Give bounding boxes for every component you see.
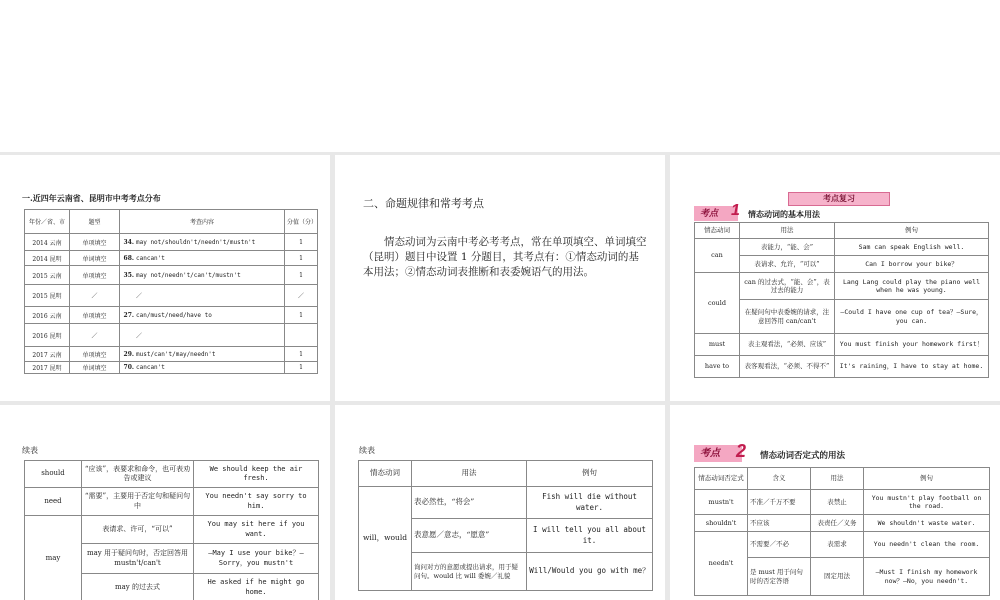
- col-header-score: 分值（分）: [285, 210, 318, 234]
- table-row: [25, 266, 318, 285]
- example-cell: We shouldn't waste water.: [864, 515, 990, 532]
- year-cell: 2016 云南: [25, 307, 70, 324]
- table-row: [25, 251, 318, 266]
- type-cell: 单项填空: [70, 347, 120, 362]
- content-cell: ／: [134, 285, 285, 307]
- example-cell: Lang Lang could play the piano well when he was young.: [835, 273, 989, 300]
- table-row: [25, 234, 318, 251]
- example-cell: We should keep the air fresh.: [194, 461, 319, 488]
- year-cell: 2015 云南: [25, 266, 70, 285]
- score-cell: 1: [285, 307, 318, 324]
- col-header-usage: 用法: [412, 461, 527, 487]
- review-banner: [788, 192, 890, 206]
- example-cell: You needn't say sorry to him.: [194, 488, 319, 516]
- review-banner-text: 考点复习: [823, 194, 855, 203]
- meaning-cell: 不准／千万不要: [748, 490, 811, 515]
- badge-label: 考点: [700, 448, 720, 459]
- item-number-cell: 29.: [120, 347, 135, 362]
- type-cell: ／: [70, 324, 120, 347]
- slide-body: 情态动词为云南中考必考考点，常在单项填空、单词填空（昆明）题目中设置 1 分题目，其考点有：①情态动词的基本用法；②情态动词表推断和表委婉语气的用法。: [363, 236, 647, 278]
- col-header-example: 例句: [835, 223, 989, 239]
- type-cell: 单项填空: [70, 307, 120, 324]
- slide-title: 二、命题规律和常考考点: [363, 197, 484, 210]
- meaning-cell: 是 must 用于问句时的否定答语: [748, 558, 811, 596]
- item-number-cell: 34.: [120, 234, 135, 251]
- usage-cell: 表主观看法，“必须、应该”: [740, 334, 835, 356]
- verb-cell: will，would: [359, 487, 412, 591]
- example-cell: I will tell you all about it.: [527, 519, 653, 553]
- score-cell: 1: [285, 347, 318, 362]
- verb-cell: should: [25, 461, 82, 488]
- meaning-cell: 不应该: [748, 515, 811, 532]
- example-cell: You mustn't play football on the road.: [864, 490, 990, 515]
- usage-cell: 固定用法: [811, 558, 864, 596]
- example-cell: You may sit here if you want.: [194, 516, 319, 544]
- example-cell: It's raining，I have to stay at home.: [835, 356, 989, 378]
- example-cell: You must finish your homework first！: [835, 334, 989, 356]
- example-cell: He asked if he might go home.: [194, 574, 319, 600]
- example-cell: Sam can speak English well.: [835, 239, 989, 256]
- type-cell: 单项填空: [70, 266, 120, 285]
- usage-cell: 表意愿／意志，“愿意”: [412, 519, 527, 553]
- badge-number: 1: [731, 202, 740, 219]
- item-number-cell: 68.: [120, 251, 135, 266]
- content-cell: can/must/need/have to: [134, 307, 285, 324]
- verb-cell: may: [25, 516, 82, 600]
- score-cell: 1: [285, 362, 318, 374]
- usage-cell: “应该”，表要求和命令，也可表劝告或建议: [82, 461, 194, 488]
- score-cell: 1: [285, 266, 318, 285]
- usage-cell: 表需求: [811, 532, 864, 558]
- usage-cell: 表责任／义务: [811, 515, 864, 532]
- verb-cell: need: [25, 488, 82, 516]
- score-cell: ／: [285, 285, 318, 307]
- item-number-cell: 35.: [120, 266, 135, 285]
- col-header-example: 例句: [527, 461, 653, 487]
- table-row: [25, 347, 318, 362]
- type-cell: 单词填空: [70, 362, 120, 374]
- slide-continued-table-1[interactable]: [0, 405, 330, 600]
- verb-cell: must: [695, 334, 740, 356]
- col-header-usage: 用法: [811, 468, 864, 490]
- slide-exam-distribution[interactable]: [0, 155, 330, 401]
- verb-cell: could: [695, 273, 740, 334]
- usage-cell: 在疑问句中表委婉的请求，注意回答用 can/can't: [740, 300, 835, 334]
- slide-negative-forms[interactable]: [670, 405, 1000, 600]
- table-row: [25, 307, 318, 324]
- usage-cell: 表能力，“能、会”: [740, 239, 835, 256]
- item-number-cell: 70.: [120, 362, 135, 374]
- section-title: 情态动词否定式的用法: [760, 450, 846, 460]
- col-header-verb: 情态动词否定式: [695, 468, 748, 490]
- example-cell: —May I use your bike？—Sorry，you mustn't: [194, 544, 319, 574]
- verb-cell: have to: [695, 356, 740, 378]
- col-header-meaning: 含义: [748, 468, 811, 490]
- item-number-cell: 27.: [120, 307, 135, 324]
- slide-exam-pattern[interactable]: [335, 155, 665, 401]
- content-cell: cancan't: [134, 251, 285, 266]
- slide-basic-usage[interactable]: [670, 155, 1000, 401]
- year-cell: 2015 昆明: [25, 285, 70, 307]
- example-cell: Fish will die without water.: [527, 487, 653, 519]
- content-cell: must/can't/may/needn't: [134, 347, 285, 362]
- negative-forms-table: [694, 467, 990, 596]
- slide-continued-table-2[interactable]: [335, 405, 665, 600]
- score-cell: [285, 324, 318, 347]
- type-cell: ／: [70, 285, 120, 307]
- col-header-type: 题型: [70, 210, 120, 234]
- verb-cell: shouldn't: [695, 515, 748, 532]
- year-cell: 2014 云南: [25, 234, 70, 251]
- continued-table: [24, 460, 319, 600]
- verb-cell: mustn't: [695, 490, 748, 515]
- year-cell: 2016 昆明: [25, 324, 70, 347]
- example-cell: Can I borrow your bike？: [835, 256, 989, 273]
- item-number-cell: [120, 324, 135, 347]
- badge-label: 考点: [700, 208, 719, 218]
- example-cell: —Could I have one cup of tea？—Sure，you can.: [835, 300, 989, 334]
- continued-label: 续表: [22, 446, 38, 455]
- badge-number: 2: [736, 441, 747, 461]
- meaning-cell: 不需要／不必: [748, 532, 811, 558]
- usage-cell: 表客观看法，“必须、不得不”: [740, 356, 835, 378]
- score-cell: 1: [285, 234, 318, 251]
- col-header-example: 例句: [864, 468, 990, 490]
- type-cell: 单项填空: [70, 234, 120, 251]
- content-cell: may not/shouldn't/needn't/mustn't: [134, 234, 285, 251]
- col-header-verb: 情态动词: [695, 223, 740, 239]
- type-cell: 单词填空: [70, 251, 120, 266]
- table-row: [25, 362, 318, 374]
- usage-cell: 表必然性，“将会”: [412, 487, 527, 519]
- content-cell: cancan't: [134, 362, 285, 374]
- year-cell: 2017 云南: [25, 347, 70, 362]
- usage-cell: may 用于疑问句时，否定回答用 mustn't/can't: [82, 544, 194, 574]
- col-header-usage: 用法: [740, 223, 835, 239]
- content-cell: ／: [134, 324, 285, 347]
- example-cell: Will/Would you go with me？: [527, 553, 653, 591]
- section-title: 情态动词的基本用法: [748, 210, 820, 219]
- example-cell: You needn't clean the room.: [864, 532, 990, 558]
- year-cell: 2014 昆明: [25, 251, 70, 266]
- will-would-table: [358, 460, 653, 591]
- usage-cell: 表请求、允许，“可以”: [740, 256, 835, 273]
- kaodian-badge: [694, 445, 742, 462]
- distribution-table: [24, 209, 318, 374]
- usage-cell: can 的过去式，“能、会”，表过去的能力: [740, 273, 835, 300]
- usage-cell: “需要”，主要用于否定句和疑问句中: [82, 488, 194, 516]
- content-cell: may not/needn't/can't/mustn't: [134, 266, 285, 285]
- verb-cell: can: [695, 239, 740, 273]
- usage-cell: 表请求、许可，“可以”: [82, 516, 194, 544]
- example-cell: —Must I finish my homework now？—No，you needn't.: [864, 558, 990, 596]
- continued-label: 续表: [359, 446, 375, 455]
- usage-cell: may 的过去式: [82, 574, 194, 600]
- verb-cell: needn't: [695, 532, 748, 596]
- score-cell: 1: [285, 251, 318, 266]
- slide-title: 一.近四年云南省、昆明市中考考点分布: [22, 193, 161, 203]
- col-header-verb: 情态动词: [359, 461, 412, 487]
- usage-cell: 询问对方的意愿或提出请求，用于疑问句。would 比 will 委婉／礼貌: [412, 553, 527, 591]
- year-cell: 2017 昆明: [25, 362, 70, 374]
- usage-cell: 表禁止: [811, 490, 864, 515]
- col-header-content: 考查内容: [120, 210, 285, 234]
- top-blank-band: [0, 0, 1000, 152]
- table-row: [25, 324, 318, 347]
- item-number-cell: [120, 285, 135, 307]
- basic-usage-table: [694, 222, 989, 378]
- table-row: [25, 285, 318, 307]
- col-header-year: 年份／省、市: [25, 210, 70, 234]
